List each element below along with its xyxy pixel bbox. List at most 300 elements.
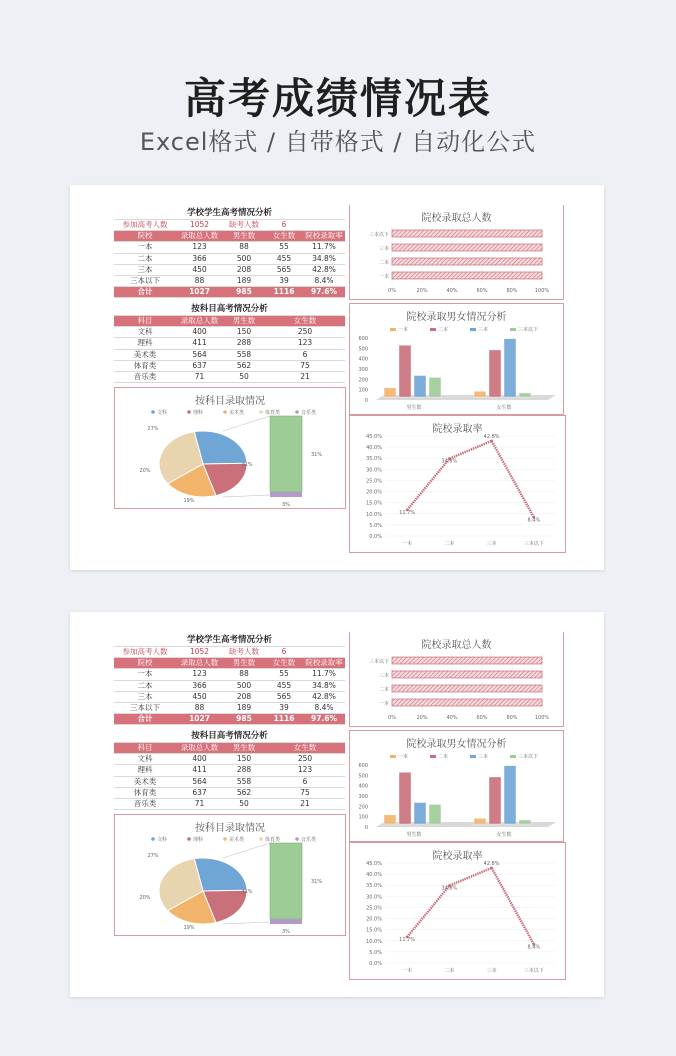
point-label: 11.7% — [399, 510, 416, 516]
table-cell: 637 — [176, 360, 223, 371]
table-cell: 88 — [223, 242, 265, 253]
table-cell: 体育类 — [114, 787, 176, 798]
table-cell: 565 — [265, 691, 303, 702]
column-bar — [504, 339, 516, 397]
column-header: 男生数 — [223, 316, 265, 327]
table-cell: 88 — [176, 275, 223, 286]
column-bar — [504, 766, 516, 824]
column-header: 院校 — [114, 231, 176, 242]
column-bar — [489, 777, 501, 824]
table-cell: 理科 — [114, 765, 176, 776]
legend-dot — [259, 837, 263, 841]
y-tick-label: 500 — [358, 773, 368, 780]
bar — [392, 258, 542, 265]
legend-dot — [151, 837, 155, 841]
table-cell: 250 — [265, 327, 345, 338]
legend-swatch — [430, 755, 436, 758]
table-cell: 75 — [265, 787, 345, 798]
y-tick-label: 600 — [358, 336, 368, 342]
column-bar — [519, 393, 531, 397]
chart-title: 院校录取总人数 — [421, 640, 492, 651]
y-tick-label: 500 — [358, 346, 368, 353]
page-title: 高考成绩情况表 — [183, 74, 492, 123]
connector-line — [223, 843, 270, 858]
y-tick-label: 100 — [358, 814, 368, 821]
y-tick-label: 20.0% — [366, 489, 382, 496]
slice-label: 3% — [282, 929, 290, 933]
slice-label: 31% — [311, 452, 323, 458]
column-bar — [399, 772, 411, 824]
table-cell: 理科 — [114, 338, 176, 349]
column-header: 女生数 — [265, 743, 345, 754]
table-row — [114, 680, 345, 691]
y-tick-label: 10.0% — [366, 938, 382, 945]
bar-of-pie-column — [270, 843, 302, 919]
table-cell: 71 — [176, 371, 223, 382]
table-cell: 1027 — [176, 714, 223, 725]
table-cell: 71 — [176, 798, 223, 809]
legend-label: 三本 — [478, 754, 489, 760]
slice-label: 31% — [311, 879, 323, 885]
table-row — [114, 349, 345, 360]
y-tick-label: 300 — [358, 367, 368, 373]
slice-label: 19% — [183, 498, 195, 504]
subject-analysis-table — [114, 730, 345, 810]
column-bar — [474, 391, 486, 397]
y-tick-label: 30.0% — [366, 467, 382, 474]
legend-label: 美术类 — [229, 410, 245, 416]
column-chart-panel — [349, 303, 564, 415]
table-cell: 42.8% — [303, 691, 345, 702]
table-cell: 123 — [265, 765, 345, 776]
x-tick-label: 0% — [388, 288, 396, 294]
table-cell: 564 — [176, 776, 223, 787]
y-tick-label: 200 — [358, 377, 368, 384]
series-line — [407, 441, 534, 517]
table-cell: 文科 — [114, 754, 176, 765]
bar — [392, 699, 542, 706]
y-tick-label: 10.0% — [366, 511, 382, 518]
table-row — [114, 242, 345, 253]
connector-line — [223, 495, 270, 497]
column-chart — [350, 320, 563, 412]
table-title: 学校学生高考情况分析 — [114, 207, 345, 220]
column-header: 录取总人数 — [176, 316, 223, 327]
table-cell: 合计 — [114, 714, 176, 725]
table-cell: 三本以下 — [114, 702, 176, 713]
column-chart — [350, 747, 563, 839]
table-cell: 55 — [265, 242, 303, 253]
slice-label: 31% — [241, 462, 253, 468]
y-tick-label: 45.0% — [366, 861, 382, 867]
x-tick-label: 80% — [506, 288, 518, 294]
table-cell: 一本 — [114, 242, 176, 253]
table-cell: 1116 — [265, 287, 303, 298]
legend-label: 体育类 — [265, 837, 281, 843]
table-row — [114, 338, 345, 349]
y-tick-label: 一本 — [378, 274, 389, 280]
point-label: 8.4% — [527, 944, 541, 951]
table-cell: 三本以下 — [114, 275, 176, 286]
x-tick-label: 男生数 — [406, 405, 422, 411]
column-header: 录取总人数 — [176, 743, 223, 754]
table-row — [114, 275, 345, 286]
slice-label: 27% — [147, 853, 159, 859]
x-tick-label: 0% — [388, 715, 396, 721]
y-tick-label: 100 — [358, 387, 368, 394]
line-chart-panel — [349, 842, 566, 980]
x-tick-label: 20% — [416, 288, 428, 294]
table-cell: 150 — [223, 754, 265, 765]
x-tick-label: 80% — [506, 715, 518, 721]
data-point — [490, 866, 493, 869]
x-tick-label: 三本 — [486, 541, 497, 547]
table-row — [114, 327, 345, 338]
column-bar — [519, 820, 531, 824]
table-cell: 411 — [176, 765, 223, 776]
absent-label: 缺考人数 — [223, 220, 265, 231]
y-tick-label: 400 — [358, 356, 368, 363]
table-title: 按科目高考情况分析 — [114, 303, 345, 316]
column-bar — [429, 377, 441, 397]
table-cell: 50 — [223, 371, 265, 382]
y-tick-label: 200 — [358, 804, 368, 811]
table-cell: 二本 — [114, 680, 176, 691]
y-tick-label: 45.0% — [366, 434, 382, 440]
column-bar — [429, 804, 441, 824]
column-chart-panel — [349, 730, 564, 842]
column-bar — [474, 818, 486, 824]
table-cell: 558 — [223, 349, 265, 360]
pie-chart-panel — [114, 387, 346, 509]
y-tick-label: 25.0% — [366, 905, 382, 912]
chart-title: 院校录取男女情况分析 — [406, 739, 507, 750]
table-cell: 88 — [176, 702, 223, 713]
pie-chart — [115, 406, 345, 506]
table-cell: 565 — [265, 264, 303, 275]
column-header: 男生数 — [223, 231, 265, 242]
legend-swatch — [470, 755, 476, 758]
x-tick-label: 女生数 — [496, 405, 512, 411]
spreadsheet-preview — [70, 612, 604, 997]
table-row — [114, 669, 345, 680]
y-tick-label: 15.0% — [366, 927, 382, 934]
table-cell: 189 — [223, 275, 265, 286]
legend-label: 一本 — [398, 754, 409, 760]
table-cell: 123 — [176, 242, 223, 253]
hbar-chart-panel — [349, 205, 564, 300]
x-tick-label: 一本 — [402, 541, 413, 547]
column-header: 女生数 — [265, 658, 303, 669]
column-bar — [384, 815, 396, 824]
table-title: 按科目高考情况分析 — [114, 730, 345, 743]
table-cell: 34.8% — [303, 680, 345, 691]
bar — [392, 272, 542, 279]
y-tick-label: 25.0% — [366, 478, 382, 485]
x-tick-label: 女生数 — [496, 832, 512, 838]
table-cell: 450 — [176, 264, 223, 275]
point-label: 11.7% — [399, 937, 416, 943]
column-header: 科目 — [114, 316, 176, 327]
table-row — [114, 765, 345, 776]
legend-dot — [187, 837, 191, 841]
hbar-chart-panel — [349, 632, 564, 727]
table-cell: 8.4% — [303, 702, 345, 713]
x-tick-label: 20% — [416, 715, 428, 721]
x-tick-label: 二本 — [444, 541, 455, 547]
legend-label: 音乐类 — [301, 837, 317, 843]
legend-dot — [259, 410, 263, 414]
column-header: 院校录取率 — [303, 658, 345, 669]
column-bar — [399, 345, 411, 397]
table-cell: 455 — [265, 253, 303, 264]
table-cell: 55 — [265, 669, 303, 680]
slice-label: 20% — [139, 468, 151, 474]
absent-value: 6 — [265, 220, 303, 231]
table-cell: 34.8% — [303, 253, 345, 264]
table-cell: 500 — [223, 253, 265, 264]
line-chart-panel — [349, 415, 566, 553]
chart-title: 按科目录取情况 — [195, 396, 265, 407]
chart-title: 院校录取率 — [432, 424, 483, 435]
table-cell: 8.4% — [303, 275, 345, 286]
column-header: 女生数 — [265, 231, 303, 242]
legend-dot — [223, 410, 227, 414]
table-cell: 美术类 — [114, 776, 176, 787]
table-cell: 75 — [265, 360, 345, 371]
table-title: 学校学生高考情况分析 — [114, 634, 345, 647]
bar-of-pie-segment — [270, 919, 302, 924]
table-cell: 558 — [223, 776, 265, 787]
table-cell: 三本 — [114, 691, 176, 702]
subject-analysis-table — [114, 303, 345, 383]
table-cell: 88 — [223, 669, 265, 680]
table-row — [114, 253, 345, 264]
table-cell: 6 — [265, 776, 345, 787]
table-cell: 42.8% — [303, 264, 345, 275]
table-cell: 97.6% — [303, 287, 345, 298]
slice-label: 31% — [241, 889, 253, 895]
chart-title: 院校录取男女情况分析 — [406, 312, 507, 323]
table-cell: 288 — [223, 765, 265, 776]
column-header: 男生数 — [223, 658, 265, 669]
table-row — [114, 360, 345, 371]
column-header: 男生数 — [223, 743, 265, 754]
hbar-chart — [350, 223, 563, 299]
x-tick-label: 100% — [534, 288, 550, 294]
y-tick-label: 5.0% — [369, 522, 382, 529]
table-cell: 音乐类 — [114, 798, 176, 809]
table-cell: 音乐类 — [114, 371, 176, 382]
table-cell: 1027 — [176, 287, 223, 298]
point-label: 8.4% — [527, 517, 541, 524]
table-row — [114, 787, 345, 798]
table-cell: 体育类 — [114, 360, 176, 371]
y-tick-label: 400 — [358, 783, 368, 790]
table-row — [114, 776, 345, 787]
point-label: 42.8% — [483, 433, 500, 440]
y-tick-label: 600 — [358, 763, 368, 769]
column-header: 院校录取率 — [303, 231, 345, 242]
school-analysis-table — [114, 207, 345, 298]
table-cell: 564 — [176, 349, 223, 360]
y-tick-label: 35.0% — [366, 883, 382, 890]
legend-swatch — [510, 328, 516, 331]
participants-label: 参加高考人数 — [114, 647, 176, 658]
column-bar — [489, 350, 501, 397]
y-tick-label: 0 — [364, 398, 368, 404]
chart-title: 院校录取总人数 — [421, 213, 492, 224]
column-header: 女生数 — [265, 316, 345, 327]
column-bar — [414, 376, 426, 397]
x-tick-label: 60% — [476, 715, 488, 721]
y-tick-label: 40.0% — [366, 445, 382, 452]
table-cell: 文科 — [114, 327, 176, 338]
legend-label: 一本 — [398, 327, 409, 333]
x-tick-label: 40% — [446, 715, 458, 721]
y-tick-label: 20.0% — [366, 916, 382, 923]
y-tick-label: 35.0% — [366, 456, 382, 463]
table-cell: 150 — [223, 327, 265, 338]
bar — [392, 657, 542, 664]
legend-label: 文科 — [157, 410, 168, 416]
x-tick-label: 二本 — [444, 968, 455, 974]
table-cell: 21 — [265, 798, 345, 809]
point-label: 42.8% — [483, 860, 500, 867]
table-cell: 三本 — [114, 264, 176, 275]
absent-label: 缺考人数 — [223, 647, 265, 658]
x-tick-label: 一本 — [402, 968, 413, 974]
legend-label: 三本以下 — [518, 754, 539, 760]
participants-value: 1052 — [176, 647, 223, 658]
hbar-chart — [350, 650, 563, 726]
line-chart — [350, 859, 565, 977]
data-point — [490, 439, 493, 442]
y-tick-label: 15.0% — [366, 500, 382, 507]
y-tick-label: 0 — [364, 825, 368, 831]
pie-chart — [115, 833, 345, 933]
bar-of-pie-column — [270, 416, 302, 492]
legend-label: 三本以下 — [518, 327, 539, 333]
slice-label: 19% — [183, 925, 195, 931]
y-tick-label: 三本 — [378, 673, 389, 679]
column-header: 科目 — [114, 743, 176, 754]
x-tick-label: 60% — [476, 288, 488, 294]
table-cell: 288 — [223, 338, 265, 349]
total-row — [114, 287, 345, 298]
y-tick-label: 0.0% — [369, 534, 382, 540]
table-cell: 123 — [265, 338, 345, 349]
legend-dot — [187, 410, 191, 414]
table-cell: 411 — [176, 338, 223, 349]
point-label: 34.8% — [441, 885, 458, 892]
table-cell: 二本 — [114, 253, 176, 264]
legend-label: 二本 — [438, 754, 449, 760]
spreadsheet-preview — [70, 185, 604, 570]
legend-label: 二本 — [438, 327, 449, 333]
table-cell: 39 — [265, 275, 303, 286]
table-cell: 366 — [176, 253, 223, 264]
table-row — [114, 264, 345, 275]
table-cell: 97.6% — [303, 714, 345, 725]
table-cell: 455 — [265, 680, 303, 691]
y-tick-label: 二本 — [378, 260, 389, 266]
legend-dot — [295, 410, 299, 414]
y-tick-label: 二本 — [378, 687, 389, 693]
table-cell: 985 — [223, 287, 265, 298]
connector-line — [223, 922, 270, 924]
slice-label: 27% — [147, 426, 159, 432]
x-tick-label: 100% — [534, 715, 550, 721]
legend-label: 音乐类 — [301, 410, 317, 416]
x-tick-label: 40% — [446, 288, 458, 294]
table-cell: 11.7% — [303, 669, 345, 680]
y-tick-label: 30.0% — [366, 894, 382, 901]
table-cell: 366 — [176, 680, 223, 691]
column-header: 录取总人数 — [176, 658, 223, 669]
line-chart — [350, 432, 565, 550]
slice-label: 20% — [139, 895, 151, 901]
point-label: 34.8% — [441, 458, 458, 465]
table-cell: 11.7% — [303, 242, 345, 253]
table-cell: 562 — [223, 360, 265, 371]
y-tick-label: 40.0% — [366, 872, 382, 879]
column-header: 院校 — [114, 658, 176, 669]
table-cell: 合计 — [114, 287, 176, 298]
legend-swatch — [390, 755, 396, 758]
y-tick-label: 三本以下 — [368, 232, 389, 238]
legend-label: 文科 — [157, 837, 168, 843]
table-cell: 50 — [223, 798, 265, 809]
participants-value: 1052 — [176, 220, 223, 231]
bar — [392, 685, 542, 692]
school-analysis-table — [114, 634, 345, 725]
table-cell: 400 — [176, 327, 223, 338]
y-tick-label: 5.0% — [369, 949, 382, 956]
table-cell: 一本 — [114, 669, 176, 680]
legend-dot — [295, 837, 299, 841]
table-cell: 123 — [176, 669, 223, 680]
legend-label: 三本 — [478, 327, 489, 333]
y-tick-label: 三本 — [378, 246, 389, 252]
column-bar — [384, 388, 396, 397]
column-header: 录取总人数 — [176, 231, 223, 242]
x-tick-label: 三本以下 — [523, 541, 544, 547]
table-cell: 1116 — [265, 714, 303, 725]
table-cell: 6 — [265, 349, 345, 360]
series-line — [407, 868, 534, 944]
table-cell: 450 — [176, 691, 223, 702]
table-cell: 189 — [223, 702, 265, 713]
table-cell: 500 — [223, 680, 265, 691]
legend-dot — [223, 837, 227, 841]
y-tick-label: 300 — [358, 794, 368, 800]
pie-chart-panel — [114, 814, 346, 936]
total-row — [114, 714, 345, 725]
chart-title: 按科目录取情况 — [195, 823, 265, 834]
page-subtitle: Excel格式 / 自带格式 / 自动化公式 — [139, 128, 537, 156]
legend-swatch — [510, 755, 516, 758]
y-tick-label: 0.0% — [369, 961, 382, 967]
page-header — [0, 0, 676, 180]
legend-swatch — [430, 328, 436, 331]
slice-label: 3% — [282, 502, 290, 506]
participants-label: 参加高考人数 — [114, 220, 176, 231]
table-cell: 250 — [265, 754, 345, 765]
table-row — [114, 702, 345, 713]
absent-value: 6 — [265, 647, 303, 658]
y-tick-label: 三本以下 — [368, 659, 389, 665]
